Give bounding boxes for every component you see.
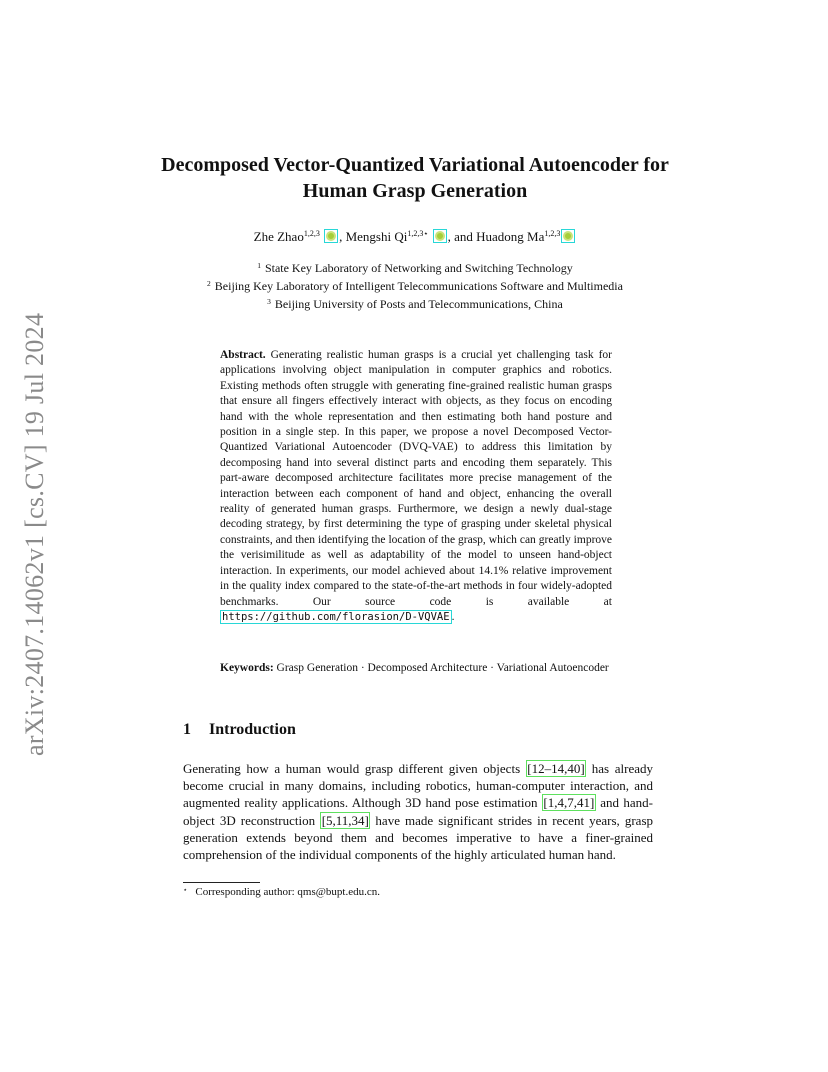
footnote: ⋆ Corresponding author: qms@bupt.edu.cn. bbox=[183, 886, 380, 898]
footnote-rule bbox=[183, 882, 260, 883]
author-name: Mengshi Qi bbox=[345, 229, 408, 244]
abstract: Abstract. Generating realistic human grasps is a crucial yet challenging task for applications involving object manipulation in computer graphics and robotics. Existing methods often struggle with generating fine-grained realistic human grasps that ensure all fingers effectively interact with objects, as they focus on encoding hand with the whole representation and then estimating both hand posture and position in a single step. In this paper, we propose a novel Decomposed Vector-Quantized Variational Autoencoder (DVQ-VAE) to address this limitation by decomposing hand into several distinct parts and encoding them separately. This part-aware decomposed architecture facilitates more precise management of the interaction between each component of hand and object, enhancing the overall reality of generated human grasps. Furthermore, we design a newly dual-stage decoding strategy, by first determining the type of grasping under skeletal physical constraints, and then identifying the location of the grasp, which can greatly improve the verisimilitude as well as adaptability of the model to unseen hand-object interaction. In experiments, our model achieved about 14.1% relative improvement in the quality index compared to the state-of-the-art methods in four widely-adopted benchmarks. Our source code is available at https://github.com/florasion/D-VQVAE . bbox=[220, 349, 612, 623]
author-name: Zhe Zhao bbox=[253, 229, 304, 244]
arxiv-stamp: arXiv:2407.14062v1 [cs.CV] 19 Jul 2024 bbox=[20, 312, 49, 756]
citation-link[interactable]: [5,11,34] bbox=[321, 812, 369, 828]
affiliations bbox=[150, 258, 680, 312]
citation-link[interactable]: [12–14,40] bbox=[527, 761, 585, 776]
orcid-icon[interactable] bbox=[324, 229, 338, 243]
keywords-text: Grasp Generation · Decomposed Architecture · Variational Autoencoder bbox=[276, 662, 609, 674]
author-line: Zhe Zhao$^{1,2,3}$ , Mengshi $Qi^{1,2,3⋆}$ , and Huadong Ma$^{1,2,3}$ bbox=[150, 229, 680, 245]
affiliation: $^2$ Beijing Key Laboratory of Intelligent Telecommunications Software and Multimedia bbox=[207, 279, 623, 293]
citation-link[interactable]: [1,4,7,41] bbox=[543, 795, 595, 811]
intro-paragraph: Generating how a human would grasp different given objects [12–14,40] has already become crucial in many domains, including robotics, human-computer interaction, and augmented reality applications. Although 3D hand pose estimation [1,4,7,41] and hand-object 3D reconstruction [5,11,34] have made significant strides in recent years, grasp generation extends beyond them and becomes imperative to have a finer-grained comprehension of the individual components of the highly articulated human hand. bbox=[183, 761, 654, 863]
affiliation: $^3$ Beijing University of Posts and Telecommunications, China bbox=[267, 297, 563, 311]
orcid-icon[interactable] bbox=[561, 229, 575, 243]
abstract-text: Generating realistic human grasps is a crucial yet challenging task for applications involving object manipulation in computer graphics and robotics. Existing methods often struggle with generating fine-grained realistic human grasps that ensure all fingers effectively interact with objects, as they focus on encoding hand with the whole representation and then estimating both hand posture and position in a single step. In this paper, we propose a novel Decomposed Vector-Quantized Variational Autoencoder (DVQ-VAE) to address this limitation by decomposing hand into several distinct parts and encoding them separately. This part-aware decomposed architecture facilitates more precise management of the interaction between each component of hand and object, enhancing the overall reality of generated human grasps. Furthermore, we design a newly dual-stage decoding strategy, by first determining the type of grasping under skeletal physical constraints, and then identifying the location of the grasp, which can greatly improve the verisimilitude as well as adaptability of the model to unseen hand-object interaction. In experiments, our model achieved about 14.1% relative improvement in the quality index compared to the state-of-the-art methods in four widely-adopted benchmarks. Our source code is available at bbox=[220, 349, 612, 608]
section-heading bbox=[183, 721, 296, 739]
abstract-label: Abstract. bbox=[220, 349, 266, 361]
keywords bbox=[220, 661, 612, 676]
section-number: 1 bbox=[183, 721, 191, 738]
orcid-icon[interactable] bbox=[433, 229, 447, 243]
author-name: Huadong Ma bbox=[476, 229, 545, 244]
paper-title: Decomposed Vector-Quantized Variational Autoencoder for Human Grasp Generation bbox=[161, 154, 669, 202]
section-title: Introduction bbox=[209, 721, 296, 738]
keywords-label: Keywords: bbox=[220, 662, 274, 674]
source-code-link[interactable]: https://github.com/florasion/D-VQVAE bbox=[222, 610, 450, 623]
affiliation: $^1$ State Key Laboratory of Networking and Switching Technology bbox=[257, 261, 573, 275]
